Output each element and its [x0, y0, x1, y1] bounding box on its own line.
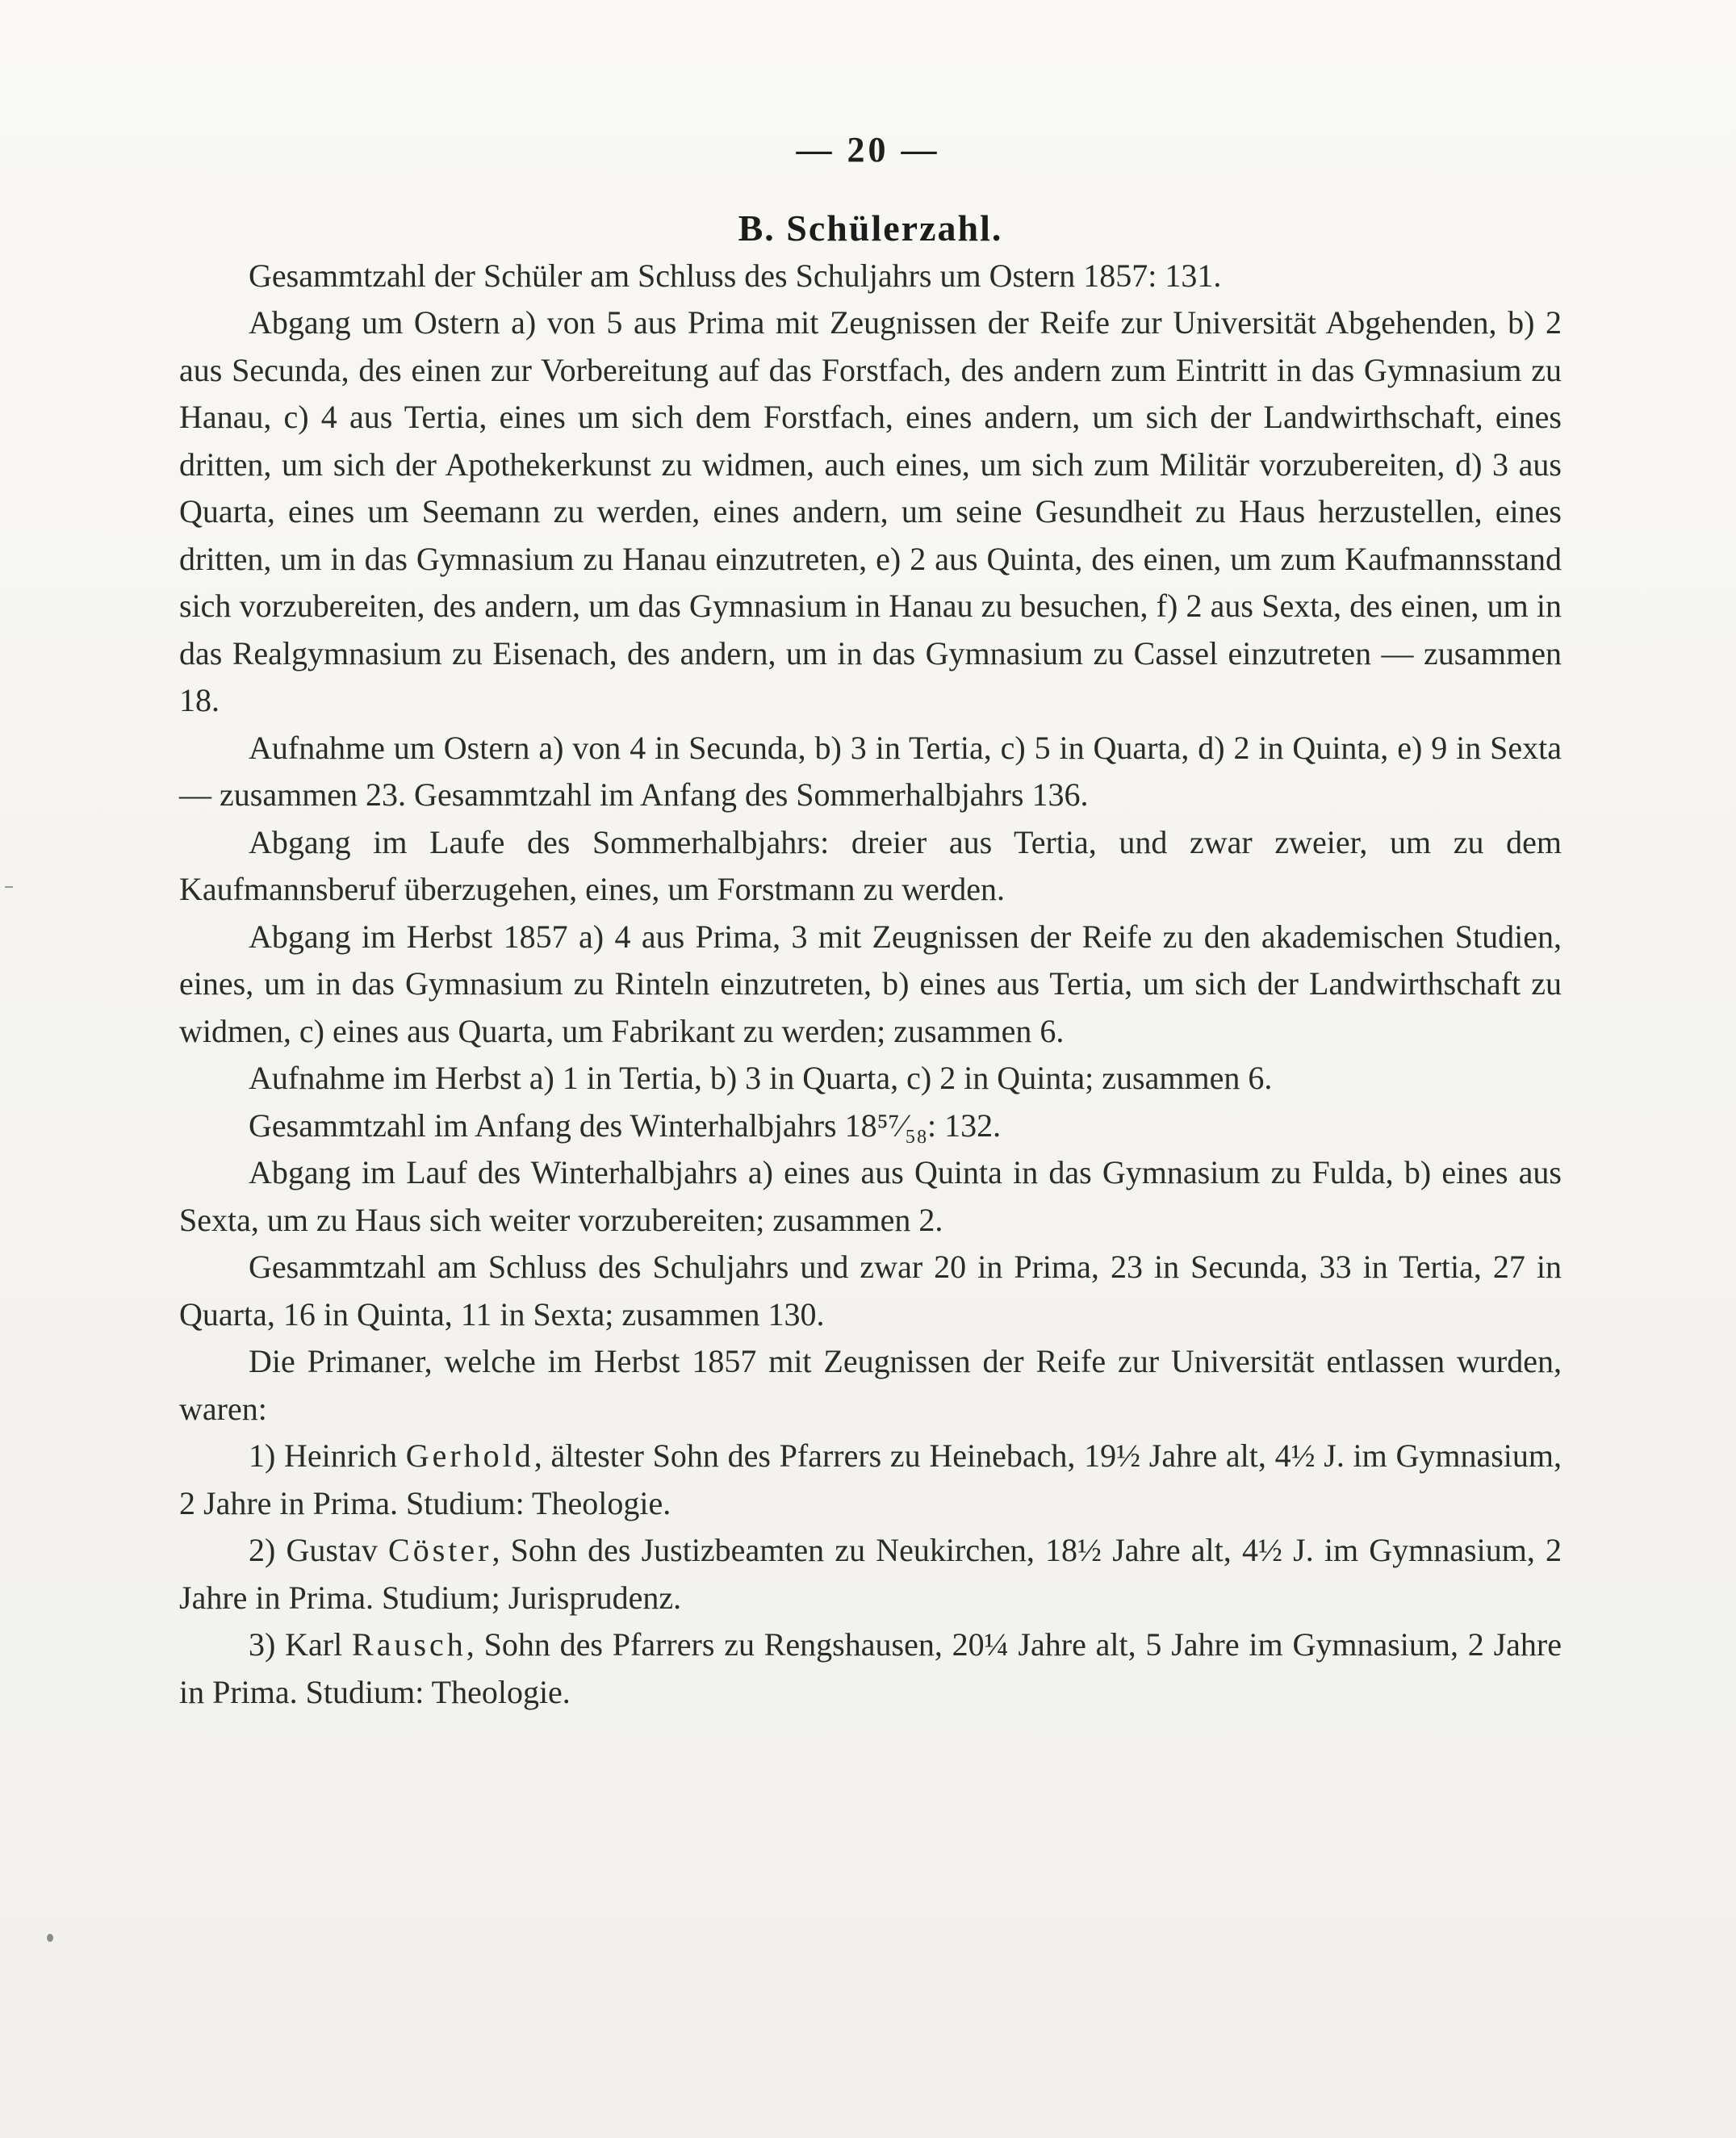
paragraph-departures-winter: Abgang im Lauf des Winterhalbjahrs a) eines aus Quinta in das Gymnasium zu Fulda, b) eines aus Sexta, um zu Haus sich weiter vorzubereiten; zusammen 2. — [179, 1154, 1562, 1238]
paragraph-departures-easter: Abgang um Ostern a) von 5 aus Prima mit Zeugnissen der Reife zur Universität Abgehenden, b) 2 aus Secunda, des einen zur Vorbereitung auf das Forstfach, des andern zum Eintritt in das Gymnasium zu Hanau, c) 4 aus Tertia, eines um sich dem Forstfach, eines andern, um sich der Landwirthschaft, eines dritten, um sich der Apothekerkunst zu widmen, auch eines, um sich zum Militär vorzubereiten, d) 3 aus Quarta, eines um Seemann zu werden, eines andern, um seine Gesundheit zu Haus herzustellen, eines dritten, um in das Gymnasium zu Hanau einzutreten, e) 2 aus Quinta, des einen, um zum Kaufmannsstand sich vorzubereiten, des andern, um das Gymnasium in Hanau zu besuchen, f) 2 aus Sexta, des einen, um in das Realgymnasium zu Eisenach, des andern, um in das Gymnasium zu Cassel einzutreten — zusammen 18. — [179, 304, 1562, 718]
paragraph-departures-summer: Abgang im Laufe des Sommerhalbjahrs: dreier aus Tertia, und zwar zweier, um zu dem Kaufmannsberuf überzugehen, eines, um Forstmann zu werden. — [179, 823, 1562, 907]
graduate-surname: Gerhold — [405, 1437, 534, 1474]
graduate-number: 1) — [249, 1437, 276, 1474]
graduate-entry — [179, 1621, 1562, 1716]
graduate-first-name: Heinrich — [284, 1437, 397, 1474]
page-number: — 20 — — [796, 130, 940, 169]
graduate-number: 3) — [249, 1626, 276, 1663]
paragraph-total-easter: Gesammtzahl der Schüler am Schluss des Schuljahrs um Ostern 1857: 131. — [249, 257, 1222, 294]
graduate-surname: Rausch — [352, 1626, 466, 1663]
graduate-details: , ältester Sohn des Pfarrers zu Heinebach, 19½ Jahre alt, 4½ J. im Gymnasium, 2 Jahre in Prima. Studium: Theologie. — [179, 1437, 1562, 1521]
paragraph-graduates-intro: Die Primaner, welche im Herbst 1857 mit Zeugnissen der Reife zur Universität entlassen wurden, waren: — [179, 1343, 1562, 1427]
paragraph-total-winter: Gesammtzahl im Anfang des Winterhalbjahrs 18⁵⁷⁄₅₈: 132. — [249, 1107, 1002, 1144]
graduate-surname: Cöster — [388, 1532, 492, 1568]
graduate-details: , Sohn des Justizbeamten zu Neukirchen, 18½ Jahre alt, 4½ J. im Gymnasium, 2 Jahre in Prima. Studium; Jurisprudenz. — [179, 1532, 1562, 1616]
section-body — [179, 205, 1562, 1716]
graduate-entry — [179, 1527, 1562, 1621]
paragraph-departures-autumn: Abgang im Herbst 1857 a) 4 aus Prima, 3 mit Zeugnissen der Reife zu den akademischen Studien, eines, um in das Gymnasium zu Rinteln einzutreten, b) eines aus Tertia, um sich der Landwirthschaft zu widmen, c) eines aus Quarta, um Fabrikant zu werden; zusammen 6. — [179, 918, 1562, 1049]
section-heading: B. Schülerzahl. — [738, 207, 1003, 249]
graduate-entry — [179, 1433, 1562, 1527]
graduate-first-name: Karl — [285, 1626, 343, 1663]
paragraph-admissions-autumn: Aufnahme im Herbst a) 1 in Tertia, b) 3 in Quarta, c) 2 in Quinta; zusammen 6. — [249, 1060, 1273, 1096]
graduate-number: 2) — [249, 1532, 276, 1568]
margin-mark — [5, 886, 13, 888]
graduate-first-name: Gustav — [286, 1532, 378, 1568]
ink-speck — [47, 1934, 53, 1942]
paragraph-admissions-easter: Aufnahme um Ostern a) von 4 in Secunda, b) 3 in Tertia, c) 5 in Quarta, d) 2 in Quinta, e) 9 in Sexta — zusammen 23. Gesammtzahl im Anfang des Sommerhalbjahrs 136. — [179, 729, 1562, 813]
paragraph-total-year-end: Gesammtzahl am Schluss des Schuljahrs und zwar 20 in Prima, 23 in Secunda, 33 in Tertia, 27 in Quarta, 16 in Quinta, 11 in Sexta; zusammen 130. — [179, 1249, 1562, 1333]
graduate-details: , Sohn des Pfarrers zu Rengshausen, 20¼ Jahre alt, 5 Jahre im Gymnasium, 2 Jahre in Prima. Studium: Theologie. — [179, 1626, 1562, 1710]
